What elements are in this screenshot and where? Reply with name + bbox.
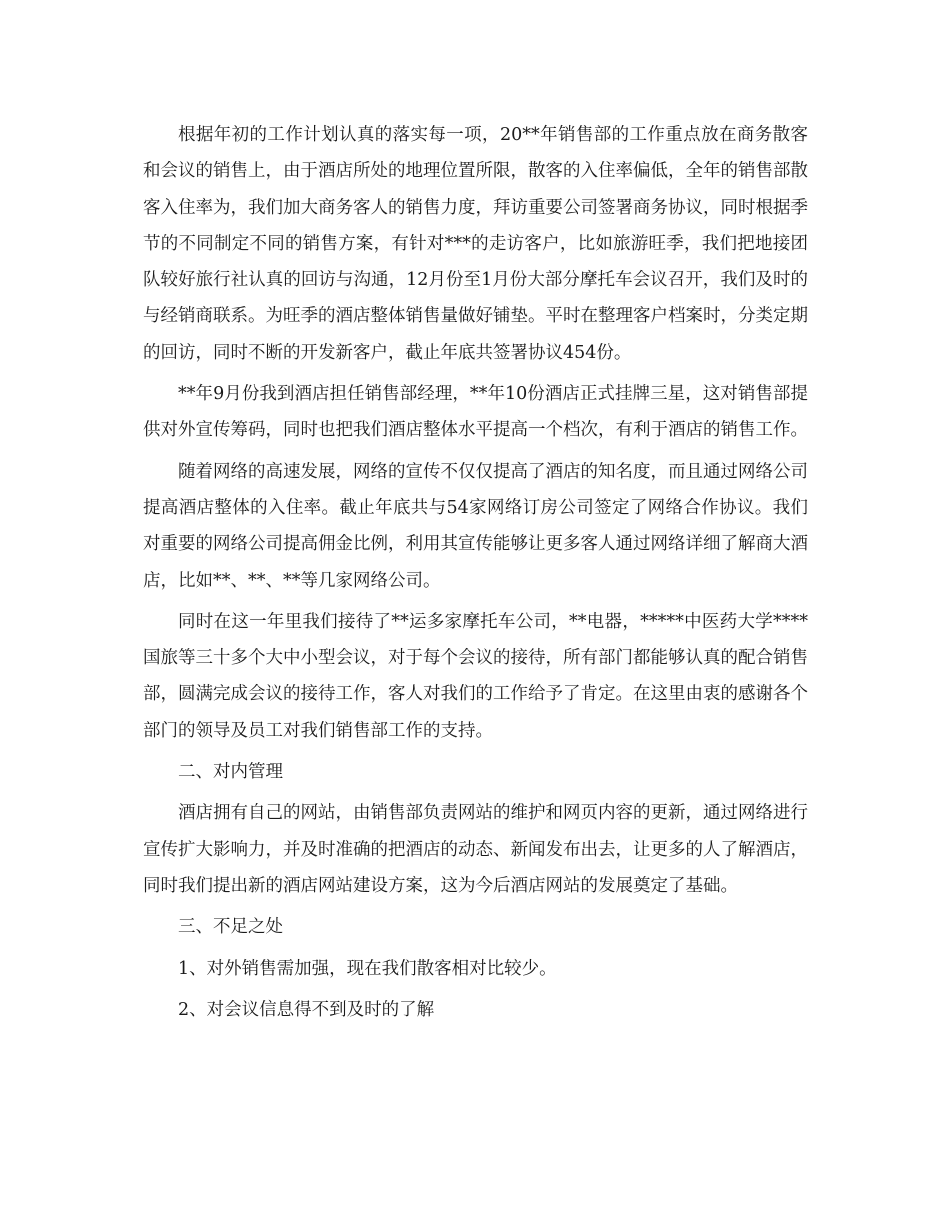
section-heading-shortcomings: 三、不足之处 (178, 917, 283, 938)
section-heading-internal-management: 二、对内管理 (178, 762, 283, 783)
paragraph-conference-reception: 同时在这一年里我们接待了**运多家摩托车公司，**电器，*****中医药大学****国旅等三十多个大中小型会议，对于每个会议的接待，所有部门都能够认真的配合销售部，圆满完成会议的接待工作，客人对我们的工作给予了肯定。在这里由衷的感谢各个部门的领导及员工对我们销售部工作的支持。 (143, 611, 808, 741)
paragraph-manager-appointment: **年9月份我到酒店担任销售部经理，**年10份酒店正式挂牌三星，这对销售部提供对外宣传筹码，同时也把我们酒店整体水平提高一个档次，有利于酒店的销售工作。 (143, 384, 808, 441)
document-body (143, 117, 808, 1033)
paragraph-sales-review: 根据年初的工作计划认真的落实每一项，20**年销售部的工作重点放在商务散客和会议的销售上，由于酒店所处的地理位置所限，散客的入住率偏低，全年的销售部散客入住率为，我们加大商务客人的销售力度，拜访重要公司签署商务协议，同时根据季节的不同制定不同的销售方案，有针对***的走访客户，比如旅游旺季，我们把地接团队较好旅行社认真的回访与沟通，12月份至1月份大部分摩托车会议召开，我们及时的与经销商联系。为旺季的酒店整体销售量做好铺垫。平时在整理客户档案时，分类定期的回访，同时不断的开发新客户，截止年底共签署协议454份。 (143, 125, 808, 363)
paragraph-online-promotion: 随着网络的高速发展，网络的宣传不仅仅提高了酒店的知名度，而且通过网络公司提高酒店整体的入住率。截止年底共与54家网络订房公司签定了网络合作协议。我们对重要的网络公司提高佣金比例，利用其宣传能够让更多客人通过网络详细了解商大酒店，比如**、**、**等几家网络公司。 (143, 461, 808, 591)
list-item-shortcoming-1: 1、对外销售需加强，现在我们散客相对比较少。 (178, 958, 557, 979)
list-item-shortcoming-2: 2、对会议信息得不到及时的了解 (178, 999, 435, 1020)
paragraph-website: 酒店拥有自己的网站，由销售部负责网站的维护和网页内容的更新，通过网络进行宣传扩大影响力，并及时准确的把酒店的动态、新闻发布出去，让更多的人了解酒店，同时我们提出新的酒店网站建设方案，这为今后酒店网站的发展奠定了基础。 (143, 803, 808, 896)
